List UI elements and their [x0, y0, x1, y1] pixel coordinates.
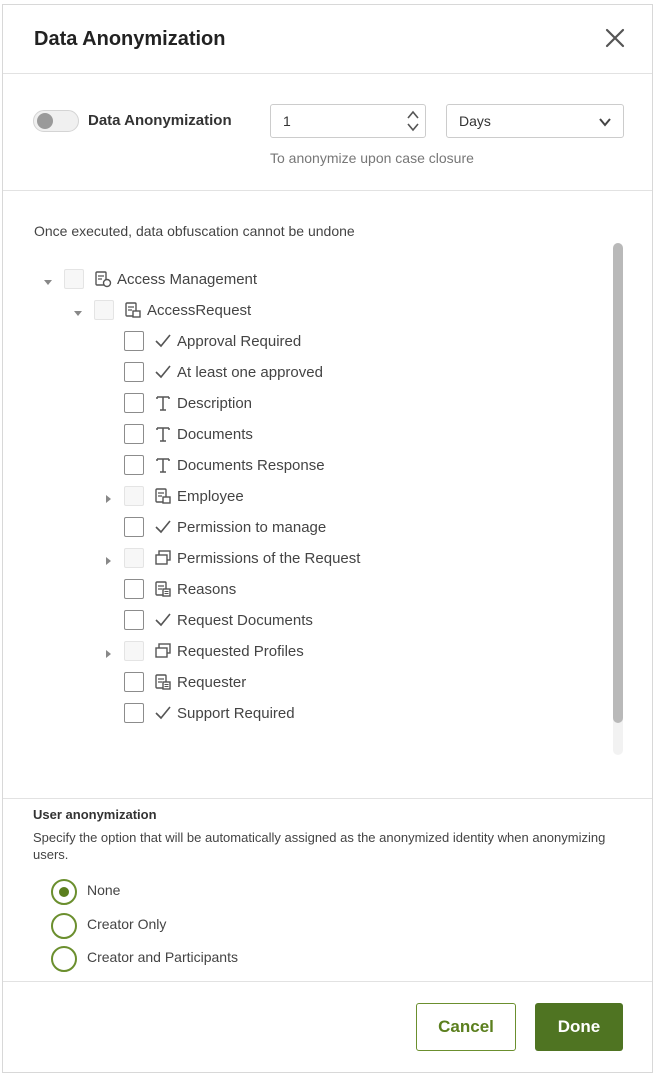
- dialog-footer: [3, 981, 652, 1075]
- radio-creator-only[interactable]: [51, 913, 77, 939]
- attribute-label: Requester: [177, 674, 247, 691]
- dialog-title: Data Anonymization: [34, 28, 226, 50]
- attribute-label: Permission to manage: [177, 519, 327, 536]
- attribute-tree: [3, 267, 603, 747]
- entity-icon: [124, 301, 142, 319]
- caret-right-icon[interactable]: [103, 649, 113, 659]
- done-button[interactable]: Done: [535, 1003, 623, 1051]
- data-anonymization-toggle[interactable]: [33, 110, 79, 132]
- tree-node-label: Access Management: [117, 271, 258, 288]
- checkmark-icon: [154, 332, 172, 350]
- close-icon: [604, 27, 626, 49]
- scrollbar-thumb[interactable]: [613, 243, 623, 723]
- attribute-checkbox: [124, 641, 144, 661]
- tree-attribute-row: [3, 701, 603, 731]
- user-anonymization-description: Specify the option that will be automatically assigned as the anonymized identity when anonymizing users.: [33, 830, 606, 862]
- checkmark-icon: [154, 363, 172, 381]
- attribute-checkbox[interactable]: [124, 672, 144, 692]
- user-anonymization-title: User anonymization: [33, 807, 157, 822]
- entity-icon: [154, 487, 172, 505]
- radio-creator-and-participants-label: Creator and Participants: [87, 949, 238, 965]
- attribute-checkbox: [124, 548, 144, 568]
- tree-node-root: [3, 267, 603, 297]
- attribute-label: Support Required: [177, 705, 295, 722]
- attribute-label: Reasons: [177, 581, 237, 598]
- caret-right-icon[interactable]: [103, 494, 113, 504]
- tree-attribute-row: [3, 391, 603, 421]
- tree-node-child: [3, 298, 603, 328]
- tree-attribute-row: [3, 515, 603, 545]
- attribute-checkbox[interactable]: [124, 610, 144, 630]
- checkmark-icon: [154, 518, 172, 536]
- tree-attribute-row: [3, 639, 603, 669]
- cancel-button[interactable]: Cancel: [416, 1003, 516, 1051]
- radio-selected-dot: [59, 887, 69, 897]
- tree-attribute-row: [3, 422, 603, 452]
- checkmark-icon: [154, 704, 172, 722]
- attribute-label: Description: [177, 395, 253, 412]
- caret-down-icon[interactable]: [43, 277, 53, 287]
- tree-checkbox: [94, 300, 114, 320]
- attribute-checkbox[interactable]: [124, 393, 144, 413]
- duration-stepper[interactable]: [405, 108, 421, 134]
- duration-input[interactable]: [270, 104, 426, 138]
- text-icon: [154, 394, 172, 412]
- warning-text: Once executed, data obfuscation cannot be undone: [34, 223, 355, 239]
- tree-attribute-row: [3, 670, 603, 700]
- attribute-label: Permissions of the Request: [177, 550, 361, 567]
- radio-none[interactable]: [51, 879, 77, 905]
- collection-icon: [154, 549, 172, 567]
- entity-settings-icon: [94, 270, 112, 288]
- attribute-checkbox[interactable]: [124, 331, 144, 351]
- attribute-label: Approval Required: [177, 333, 302, 350]
- tree-attribute-row: [3, 329, 603, 359]
- radio-creator-and-participants[interactable]: [51, 946, 77, 972]
- attribute-label: Request Documents: [177, 612, 313, 629]
- caret-right-icon[interactable]: [103, 556, 113, 566]
- stepper-arrows-icon: [405, 108, 421, 134]
- data-anonymization-dialog: [2, 4, 653, 1073]
- entity-list-icon: [154, 580, 172, 598]
- attribute-checkbox[interactable]: [124, 703, 144, 723]
- duration-helper-text: To anonymize upon case closure: [270, 150, 474, 166]
- anonymization-settings: [3, 74, 652, 191]
- duration-unit-select[interactable]: [446, 104, 624, 138]
- tree-node-label: AccessRequest: [147, 302, 252, 319]
- tree-attribute-row: [3, 608, 603, 638]
- radio-creator-only-label: Creator Only: [87, 916, 167, 932]
- attribute-checkbox[interactable]: [124, 455, 144, 475]
- chevron-down-icon: [598, 115, 612, 129]
- attribute-label: Requested Profiles: [177, 643, 304, 660]
- radio-none-label: None: [87, 882, 121, 898]
- attribute-checkbox[interactable]: [124, 517, 144, 537]
- attribute-checkbox[interactable]: [124, 424, 144, 444]
- text-icon: [154, 425, 172, 443]
- attribute-checkbox: [124, 486, 144, 506]
- attribute-label: Documents: [177, 426, 253, 443]
- attribute-checkbox[interactable]: [124, 362, 144, 382]
- tree-attribute-row: [3, 360, 603, 390]
- tree-checkbox: [64, 269, 84, 289]
- collection-icon: [154, 642, 172, 660]
- attribute-label: Employee: [177, 488, 244, 505]
- tree-attribute-row: [3, 484, 603, 514]
- duration-unit-value: Days: [459, 113, 491, 129]
- toggle-knob: [37, 113, 53, 129]
- caret-down-icon[interactable]: [73, 308, 83, 318]
- entity-list-icon: [154, 673, 172, 691]
- tree-attribute-row: [3, 577, 603, 607]
- tree-attribute-row: [3, 453, 603, 483]
- user-anonymization-section: [3, 798, 652, 982]
- tree-attribute-row: [3, 546, 603, 576]
- checkmark-icon: [154, 611, 172, 629]
- attribute-checkbox[interactable]: [124, 579, 144, 599]
- toggle-label: Data Anonymization: [88, 112, 232, 129]
- tree-scrollbar[interactable]: [613, 243, 623, 755]
- close-button[interactable]: [604, 27, 626, 49]
- attribute-label: Documents Response: [177, 457, 325, 474]
- duration-field[interactable]: [281, 112, 395, 130]
- dialog-header: [3, 5, 652, 74]
- attribute-label: At least one approved: [177, 364, 323, 381]
- text-icon: [154, 456, 172, 474]
